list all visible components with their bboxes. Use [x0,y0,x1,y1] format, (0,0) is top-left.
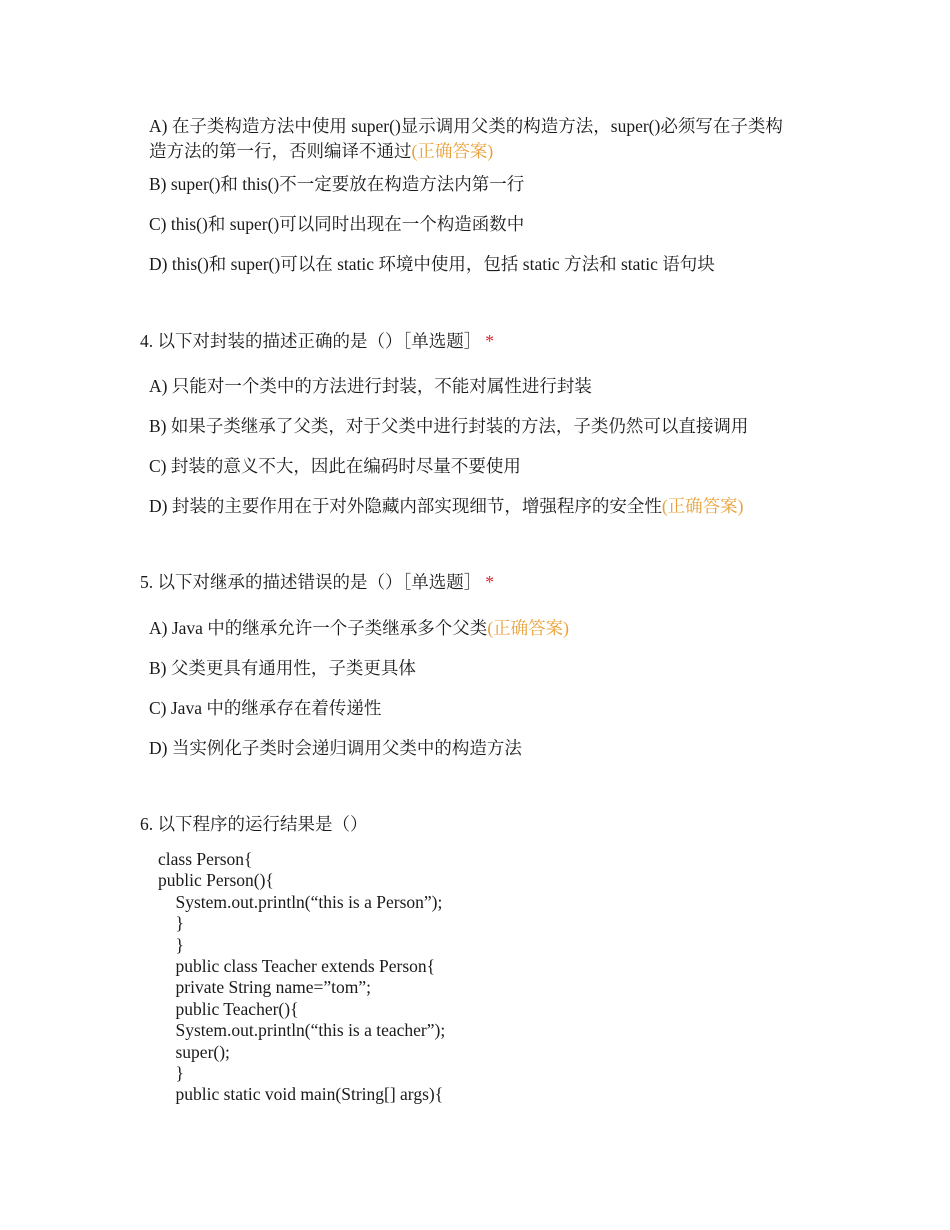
code-line: public class Teacher extends Person{ [158,956,436,977]
code-line: } [158,1063,184,1084]
code-line: } [158,934,184,955]
question-text: 5. 以下对继承的描述错误的是（）［单选题］ [140,572,482,592]
q4-option-d [149,494,799,519]
required-mark: * [485,331,494,351]
option-text: A) Java 中的继承允许一个子类继承多个父类 [149,618,488,638]
option-text: B) 父类更具有通用性，子类更具体 [149,658,416,678]
code-line: private String name=”tom”; [158,977,372,998]
code-line: System.out.println(“this is a Person”); [158,891,443,912]
q4-option-a [149,374,799,399]
code-line: } [158,913,184,934]
code-line: public Person(){ [158,870,274,891]
q5-option-b [149,656,799,681]
option-text: C) Java 中的继承存在着传递性 [149,698,382,718]
option-text: A) 只能对一个类中的方法进行封装，不能对属性进行封装 [149,376,592,396]
required-mark: * [485,572,494,592]
q3-option-b [149,172,799,197]
option-text: D) 当实例化子类时会递归调用父类中的构造方法 [149,738,522,758]
q3-option-c [149,212,799,237]
option-text: D) 封装的主要作用在于对外隐藏内部实现细节，增强程序的安全性 [149,496,662,516]
option-text: B) super()和 this()不一定要放在构造方法内第一行 [149,174,525,194]
code-line: class Person{ [158,849,253,869]
correct-answer-mark: (正确答案) [487,618,569,638]
question-text: 6. 以下程序的运行结果是（） [140,814,368,834]
correct-answer-mark: (正确答案) [661,496,744,516]
q3-option-a [149,114,799,164]
q5-option-a [149,616,799,641]
option-text: B) 如果子类继承了父类，对于父类中进行封装的方法，子类仍然可以直接调用 [149,416,749,436]
question-5-title [140,570,494,595]
correct-answer-mark: (正确答案) [411,141,494,161]
q5-option-d [149,736,799,761]
code-block [158,849,445,1106]
option-text: A) 在子类构造方法中使用 super()显示调用父类的构造方法，super()必须写在子类构造方法的第一行，否则编译不通过 [149,116,783,161]
q4-option-c [149,454,799,479]
option-text: D) this()和 super()可以在 static 环境中使用，包括 static 方法和 static 语句块 [149,254,715,274]
q5-option-c [149,696,799,721]
question-6-title [140,812,368,837]
option-text: C) 封装的意义不大，因此在编码时尽量不要使用 [149,456,521,476]
code-line: public Teacher(){ [158,998,299,1019]
question-text: 4. 以下对封装的描述正确的是（）［单选题］ [140,331,482,351]
q4-option-b [149,414,799,439]
option-text: C) this()和 super()可以同时出现在一个构造函数中 [149,214,525,234]
code-line: public static void main(String[] args){ [158,1084,444,1105]
code-line: super(); [158,1041,230,1062]
q3-option-d [149,252,799,277]
question-4-title [140,329,494,354]
code-line: System.out.println(“this is a teacher”); [158,1020,446,1041]
